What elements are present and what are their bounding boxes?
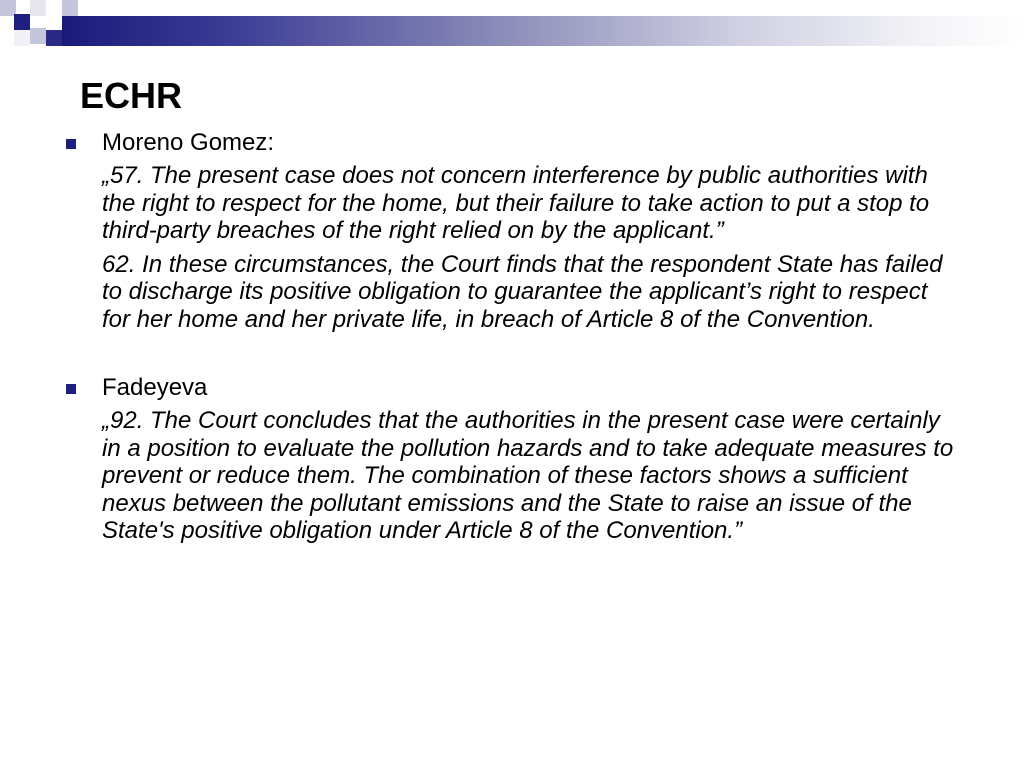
decor-square — [46, 30, 62, 46]
decor-square — [30, 0, 46, 16]
slide-content — [64, 128, 964, 545]
decor-square — [62, 0, 78, 16]
quote-paragraph: „57. The present case does not concern interference by public authorities with the right to respect for the home, but their failure to take action to put a stop to third-party breaches of the right relied on by the applicant.” — [102, 162, 930, 244]
bullet-fadeyeva — [64, 373, 964, 545]
square-bullet-icon — [66, 139, 76, 149]
decor-square — [30, 28, 46, 44]
decor-square — [46, 14, 62, 30]
bullet-item — [64, 373, 964, 403]
quote-paragraph: 62. In these circumstances, the Court finds that the respondent State has failed to discharge its positive obligation to guarantee the applicant’s right to respect for her home and her private life, in breach of Article 8 of the Convention. — [102, 250, 943, 333]
quote-paragraph: „92. The Court concludes that the authorities in the present case were certainly in a position to evaluate the pollution hazards and to take adequate measures to prevent or reduce them. The combination of these factors shows a sufficient nexus between the pollutant emissions and the State to raise an issue of the State's positive obligation under Article 8 of the Convention.” — [102, 407, 954, 544]
bullet-label: Fadeyeva — [102, 374, 208, 401]
square-bullet-icon — [66, 384, 76, 394]
bullet-item — [64, 128, 964, 158]
decor-square — [14, 14, 30, 30]
decor-square — [14, 30, 30, 46]
slide-title: ECHR — [80, 75, 183, 116]
bullet-label: Moreno Gomez: — [102, 129, 275, 156]
header-gradient-bar — [62, 16, 1024, 46]
bullet-moreno-gomez — [64, 128, 964, 333]
spacer — [64, 333, 964, 373]
